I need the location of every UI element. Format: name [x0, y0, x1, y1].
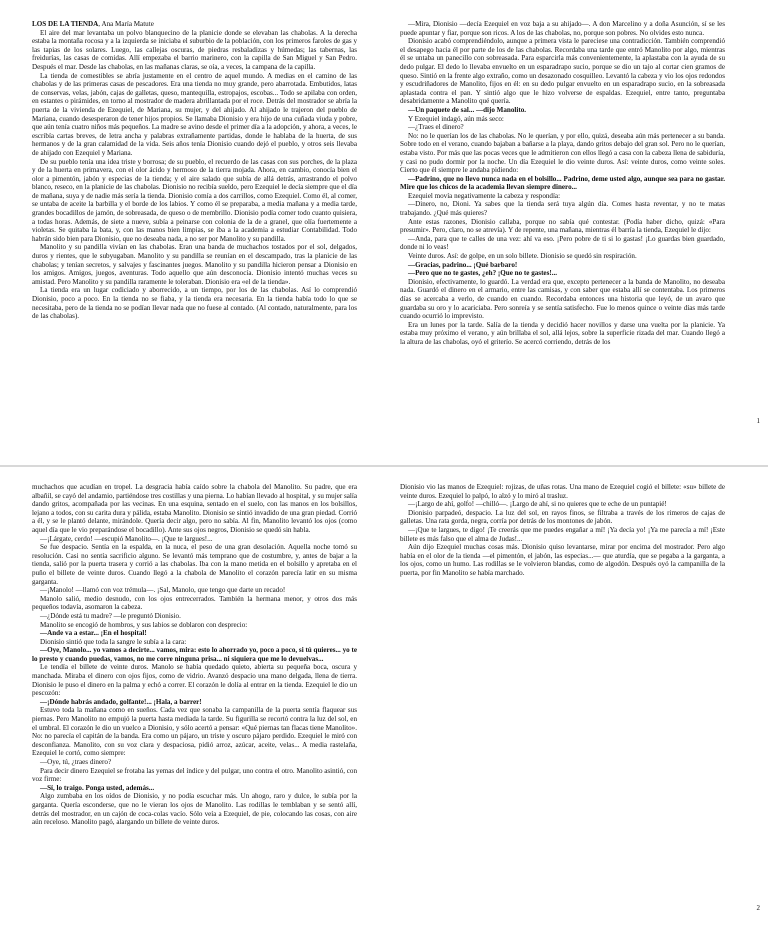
paragraph: Manolo salió, medio desnudo, con los ojos entrecerrados. También la hermana menor, y otros dos más pequeños todavía, asomaron la cabeza.	[32, 594, 357, 612]
dialogue-line: —Anda, para que te calles de una vez: ahí va eso. ¡Pero pobre de ti si lo gastas! ¡Lo guardas bien guardado, donde ni lo veas!	[400, 234, 725, 252]
paragraph: Manolito y su pandilla vivían en las chabolas. Eran una banda de muchachos tostados por el sol, delgados, duros y rientes, que le subyugaban. Manolito y su pandilla se reunían en el descampado, tras la planicie de las chabolas; y tenían secretos, y salvajes y fascinantes juegos. Manolito y su pandilla hicieron pensar a Dionisio en los amigos. Amigos, juegos, aventuras. Todo aquello que aún desconocía. Dionisio intentó muchas veces su amistad. Pero Manolito y su pandilla raramente le toleraban. Dionisio era «el de la tienda».	[32, 243, 357, 286]
paragraph: Ezequiel movía negativamente la cabeza y respondía:	[408, 191, 561, 200]
paragraph: Para decir dinero Ezequiel se frotaba las yemas del índice y del pulgar, uno contra el otro. Manolito asintió, con voz firme:	[32, 766, 357, 784]
paragraph: Manolito se encogió de hombros, y sus labios se doblaron con desprecio:	[40, 620, 248, 629]
dialogue-line: —Oye, Manolo... yo vamos a decirte... vamos, mira: esto lo ahorrado yo, poco a poco, si tú quieres... yo te lo presto y cuando puedas, vamos, no me corre ninguna prisa... ni siquiera que me lo devuelvas...	[32, 646, 357, 663]
paragraph: Estuvo toda la mañana como en sueños. Cada vez que sonaba la campanilla de la puerta sentía flaquear sus piernas. Pero Manolito no empujó la puerta hasta mediada la tarde. Su figurilla se recortó contra la luz del sol, en el umbral. El corazón le dio un vuelco a Dionisio, y sólo acertó a pensar: «Qué piernas tan flacas tiene Manolito». No: no parecía el capitán de la banda. Era como un pájaro, un triste y oscuro pájaro perdido. Ezequiel le miró con desconfianza. Manolito, con su voz clara y despaciosa, pidió arroz, azúcar, aceite, velas... A media rastelaña, Ezequiel le cortó, como siempre:	[32, 706, 357, 758]
paragraph: Dionisio sintió que toda la sangre le subía a la cara:	[40, 637, 187, 646]
paragraph: El aire del mar levantaba un polvo blanquecino de la planicie donde se elevaban las chabolas. A la derecha estaba la montaña rocosa y a la izquierda se iniciaba el suburbio de la población, con los primeros faroles de gas y las tapias de los solares. Luego, las callejas oscuras, de piedras resbaladizas y húmedas; las tabernas, las freidurías, las casas de comidas. Allí empezaba el barrio marinero, con la capilla de San Miguel y San Pedro. Después el mar. Desde las chabolas, en las mañanas claras, se oía, a veces, la campana de la capilla.	[32, 28, 357, 71]
dialogue-line: —¡Largo de ahí, golfo! —chilló—. ¡Largo de ahí, si no quieres que te eche de un puntapié!	[408, 500, 667, 509]
dialogue-line: —Padrino, que no llevo nunca nada en el bolsillo... Padrino, deme usted algo, aunque sea para no gastar. Mire que los chicos de la academia llevan siempre dinero...	[400, 174, 725, 192]
paragraph: muchachos que acudían en tropel. La desgracia había caído sobre la chabola del Manolito. Su padre, que era albañil, se cayó del andamio, partiéndose tres costillas y una pierna. Lo habían llevado al hospital, y su mujer salía dando gritos, acompañada por las vecinas. En una esquina, sentado en el suelo, con las manos en los bolsillos, lejano a todos, con su carita dura y pálida, estaba Manolito. Dionisio se sintió invadido de una gran piedad. Corrió a él, y se le plantó delante, mirándole. Quería decir algo, pero no sabía. Al fin, Manolito levantó los ojos (como aquel día que le vio preparándose el bocadillo). Ante sus ojos negros, Dionisio se quedó sin habla.	[32, 483, 357, 534]
paragraph: Aún dijo Ezequiel muchas cosas más. Dionisio quiso levantarse, mirar por encima del mostrador. Pero algo había en el olor de la tienda —el pimentón, el jabón, las especias...— que aturdía, que se pegaba a la garganta, a los ojos, como un humo. Las rodillas se le volvieron blandas, como de algodón. Después oyó la campanilla de la puerta, por fin Manolito se había marchado.	[400, 543, 725, 577]
page-1-left-column	[32, 20, 357, 420]
dialogue-line: —¡Lárgate, cerdo! —escupió Manolito—. ¡Que te largues!...	[40, 534, 213, 543]
dialogue-line: —¡Dónde habrás andado, golfante!... ¡Hala, a barrer!	[40, 697, 202, 706]
paragraph: Dionisio acabó comprendiéndolo, aunque a primera vista le pareciese una contradicción. También comprendió el desapego hacia él por parte de los de las chabolas. Recordaba una tarde que entró Manolito por algo, mientras él se untaba un panecillo con sobreasada. Para esparcirla más convenientemente, la aplastaba con la ayuda de su dedo pulgar. El dedo lo llevaba envuelto en un esparadrapo sucio, porque se dio un tajo al cortar cien gramos de queso. Sintió en la frente algo extraño, como un desazonado cosquilleo. Levantó la cabeza y vio los ojos redondos y escudriñadores de Manolito, fijos en él: en su dedo pulgar envuelto en un esparadrapo sucio, en la sobreasada aplastada contra el pan. Y sintió algo que le hizo volverse de espaldas. Ezequiel, entre tanto, preguntaba desabridamente a Manolito qué quería.	[400, 37, 725, 106]
dialogue-line: —Gracias, padrino... ¡Qué barbaro!	[408, 260, 518, 269]
story-heading	[32, 20, 357, 29]
dialogue-line: —Dinero, no, Dioni. Ya sabes que la tienda será tuya algún día. Comes hasta reventar, y no te matas trabajando. ¿Qué más quieres?	[400, 200, 725, 218]
page-1-right-column	[400, 20, 725, 420]
dialogue-line: —Sí, lo traigo. Ponga usted, además...	[40, 783, 155, 792]
page-2-right-column	[400, 483, 725, 898]
story-title: LOS DE LA TIENDA	[32, 20, 99, 28]
dialogue-line: —¿Dónde está tu madre? —le preguntó Dionisio.	[40, 611, 181, 620]
paragraph: La tienda era un lugar codiciado y aborrecido, a un tiempo, por los de las chabolas. Así lo comprendió Dionisio, poco a poco. En la tienda no se fiaba, y la tienda era necesaria. En la tienda había todo lo que se necesitaba, pero de la tienda no se podían llevar nada que no fuese al contado. (Al contado, naturalmente, para los de las chabolas).	[32, 286, 357, 321]
paragraph: La tienda de comestibles se abría justamente en el centro de aquel mundo. A medias en el camino de las chabolas y de las primeras casas de pescadores. Era una tienda no muy grande, pero abarrotada. Embutidos, latas de conservas, velas, jabón, cajas de galletas, queso, mantequilla, estropajos, escobas... Todo se apilaba con orden, en estantes o pirámides, en torno al mostrador de madera abrillantada por el roce. Detrás del mostrador se abría la puerta de la vivienda de Ezequiel, de Mariana, su mujer, y del ahijado. Al ahijado le trajeron del pueblo de Mariana, cuando desesperaron de tener hijos propios. Se llamaba Dionisio y era hijo de una cuñada viuda y pobre, que aún tenía cuatro niños más pequeños. La madre se avino desde el primer día a la adopción, y ahora, a veces, le escribía cartas breves, de letra ancha y palabras extrañamente partidas, donde le hablaba de la huerta, de sus hermanos y de la gran calamidad de la vida. Seis años tenía Dionisio cuando dejó el pueblo, y otros seis llevaba de ahijado con Ezequiel y Mariana.	[32, 71, 357, 157]
story-author: , Ana María Matute	[98, 20, 154, 28]
dialogue-line: —Oye, tú, ¿traes dinero?	[40, 758, 112, 766]
dialogue-line: —¡Manolo! —llamó con voz trémula—. ¡Sal, Manolo, que tengo que darte un recado!	[40, 586, 286, 595]
paragraph: Dionisio parpadeó, despacio. La luz del sol, en rayos finos, se filtraba a través de los rimeros de cajas de galletas. Una rata gorda, negra, corría por detrás de los montones de jabón.	[400, 508, 725, 526]
paragraph: Dionisio, efectivamente, lo guardó. La verdad era que, excepto pertenecer a la banda de Manolito, no deseaba nada. Guardó el dinero en el armario, entre las camisas, y con saber que estaba allí se contentaba. Los primeros días se acercaba a verlo, de cuando en cuando. Recordaba entonces una historia que leyó, de un avaro que guardaba su oro y lo acariciaba. Pero sonreía y se sentía satisfecho. Fue lo menos quince o veinte días más tarde cuando ocurrió lo imprevisto.	[400, 277, 725, 321]
paragraph: Le tendía el billete de veinte duros. Manolo se había quedado quieto, abierta su pequeña boca, oscura y manchada. Miraba el dinero con ojos fijos, como de vidrio. Avanzó despacio una mano delgada, llena de tierra. Dionisio le puso el dinero en la palma y echó a correr. El corazón le dolía al entrar en la tienda. Ezequiel le dio un pescozón:	[32, 663, 357, 698]
dialogue-line: —¡Que te largues, te digo! ¡Te creerás que me puedes engañar a mí! ¡Ya decía yo! ¡Ya me parecía a mí! ¡Este billete es más falso que el alma de Judas!...	[400, 525, 725, 543]
paragraph: De su pueblo tenía una idea triste y borrosa; de su pueblo, el recuerdo de las casas con sus porches, de la plaza y de la huerta en primavera, con el olor ácido y hermoso de la tierra mojada. Ahora, en cambio, conocía bien el olor a pimentón, jabón y especias de la tienda; y el aire salado que subía de allá detrás, arrastrando el polvo blanco, reseco, en la planicie de las chabolas. Dionisio no recibía sueldo, pero Ezequiel le decía siempre que el día de mañana, suya y de nadie más sería la tienda. Dionisio comía a dos carrillos, como Ezequiel. Como él, al comer, se untaba de aceite la barbilla y el borde de los labios. Y como él se preparaba, a media mañana y a media tarde, grandes bocadillos de jamón, de sobreasada, de queso o de membrillo. Dionisio podía comer todo cuanto quisiera, a todas horas. Además, de siete a nueve, subía a peinarse con colonia de la de a granel, que olía fuertemente a violetas. Se quitaba la bata, y, con las manos bien limpias, se iba a la academia a estudiar Contabilidad. Todo habrán sido bien para Dionisio, que no deseaba nada, a no ser por Manolito y su pandilla.	[32, 157, 357, 243]
paragraph: No: no le querían los de las chabolas. No le querían, y por ello, quizá, deseaba aún más pertenecer a su banda. Sobre todo en el verano, cuando bajaban a bañarse a la playa, dando gritos debajo del gran sol. Pero no le querían, estaba visto. Por más que las pocas veces que le admitieron con ellos llegó a casa con la cabeza llena de sabiduría, y casi no pudo dormir por la noche. Un día Ezequiel le dio veinte duros. Así: veinte duros, como veinte soles. Cierto que él siempre le andaba pidiendo:	[400, 131, 725, 175]
page-number: 2	[756, 904, 760, 912]
dialogue-line: —Un paquete de sal... —dijo Manolito.	[408, 105, 527, 114]
paragraph: Ante estas razones, Dionisio callaba, porque no sabía qué contestar. (Podía haber dicho, quizá: «Para presumir». Pero, claro, no se atrevía). Y de repente, una mañana, mientras él barría la tienda, Ezequiel le dijo:	[400, 217, 725, 235]
page-2-left-column	[32, 483, 357, 898]
dialogue-line: —Pero que no te gastes, ¿eh? ¡Que no te gastes!...	[408, 269, 558, 278]
page-number: 1	[756, 417, 760, 425]
paragraph: Se fue despacio. Sentía en la espalda, en la nuca, el peso de una gran desolación. Aquella noche tomó su resolución. Casi no sentía sacrificio alguno. Se levantó más temprano que de costumbre, y, antes de bajar a la tienda, salió por la puerta trasera y corrió a las chabolas. Iba con la mano metida en el bolsillo y apretaba en el puño el billete de veinte duros. Cuando llegó a la chabola de Manolito el corazón parecía latir en su misma garganta.	[32, 543, 357, 586]
paragraph: Veinte duros. Así: de golpe, en un solo billete. Dionisio se quedó sin respiración.	[408, 252, 637, 261]
paragraph: Era un lunes por la tarde. Salía de la tienda y decidió hacer novillos y darse una vuelta por la planicie. Ya estaba muy próximo el verano, y aún brillaba el sol, allá lejos, sobre la superficie rizada del mar. Cuando llegó a la altura de las chabolas, oyó el griterío. Se acercó corriendo, detrás de los	[400, 320, 725, 346]
dialogue-line: —Ande va a estar... ¡En el hospital!	[40, 629, 147, 638]
document-page-2	[0, 467, 768, 932]
paragraph: Algo zumbaba en los oídos de Dionisio, y no podía escuchar más. Un ahogo, raro y dulce, le subía por la garganta. Quería esconderse, que no le vieran los ojos de Manolito. Las rodillas le temblaban y se sentó allí, detrás del mostrador, en un cajón de coca-colas vacío. Sólo veía a Ezequiel, de pie, colocando las cosas, con aire aún receloso. Manolito pagó, alargando un billete de veinte duros.	[32, 792, 357, 827]
dialogue-line: —¿Traes el dinero?	[408, 123, 464, 132]
paragraph: —Mira, Dionisio —decía Ezequiel en voz baja a su ahijado—. A don Marcelino y a doña Asunción, sí se les puede apuntar y fiar, porque son ricos. A los de las chabolas, no, porque son pobres. No olvides esto nunca.	[400, 20, 725, 37]
document-page-1	[0, 0, 768, 465]
paragraph: Y Ezequiel indagó, aún más seco:	[408, 114, 504, 123]
paragraph: Dionisio vio las manos de Ezequiel: rojizas, de uñas rotas. Una mano de Ezequiel cogió el billete: «su» billete de veinte duros. Ezequiel lo palpó, lo alzó y lo miró al trasluz.	[400, 483, 725, 500]
